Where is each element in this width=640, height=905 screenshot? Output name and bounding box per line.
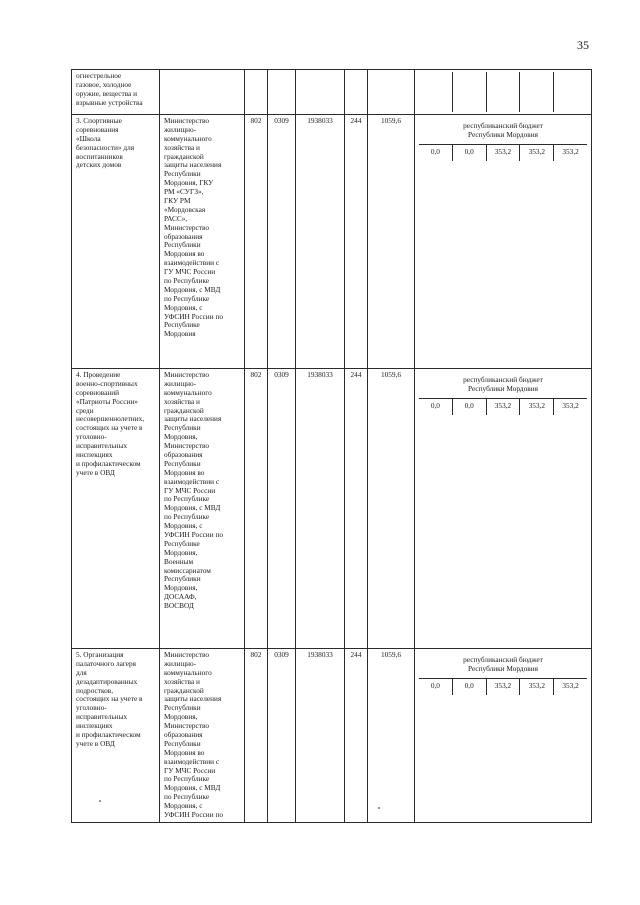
funding-year-value: 353,2 [519,399,553,415]
funding-source-line: республиканский бюджет [463,121,543,130]
funding-year-value [452,72,486,112]
total-amount-cell [368,70,415,115]
kbk-code-cell: 802 [245,369,268,649]
funding-source [419,117,587,144]
executor-cell: Министерство жилищно- коммунального хозяйства и гражданской защиты населения Республики Мордовия, Министерство образования Республики Мордовия во взаимодействии с ГУ МЧС России по Республике Мордовия, с МВД по Республике Мордовия, с УФСИН России по Республике Мордовия, Военным комиссариатом Республики Мордовия, ДОСААФ, ВОСВОД [160,369,245,649]
target-article-cell: 1938033 [296,115,345,369]
funding-year-value [486,72,520,112]
program-cell: 5. Организация палаточного лагеря для дезадаптированных подростков, состоящих на учете в уголовно- исправительных инспекциях и профилактическом учете в ОВД [72,649,160,823]
funding-year-value [419,72,452,112]
funding-year-value: 353,2 [519,145,553,161]
funding-source-line: Республики Мордовия [467,384,538,394]
funding-year-value: 353,2 [519,679,553,695]
expense-type-cell: 244 [345,115,368,369]
scan-speck [378,807,380,809]
funding-source-line: Республики Мордовия [467,664,538,674]
program-cell: огнестрельное газовое, холодное оружие, вещества и взрывные устройства [72,70,160,115]
funding-year-value: 0,0 [452,399,486,415]
section-code-cell: 0309 [268,369,296,649]
funding-cell [415,369,592,649]
page-number: 35 [577,38,589,52]
table-row [72,649,592,823]
funding-years-row [419,72,587,112]
kbk-code-cell [245,70,268,115]
expense-type-cell [345,70,368,115]
funding-source-line: республиканский бюджет [463,375,543,384]
funding-source [419,651,587,678]
funding-source-line: республиканский бюджет [463,655,543,664]
section-code-cell: 0309 [268,649,296,823]
funding-year-value: 0,0 [430,681,440,691]
target-article-cell [296,70,345,115]
funding-year-value: 0,0 [430,147,440,157]
kbk-code-cell: 802 [245,649,268,823]
funding-year-value [553,72,587,112]
funding-year-value: 353,2 [553,399,587,415]
funding-year-value: 353,2 [486,399,520,415]
program-activities-table [71,69,592,823]
funding-year-value: 353,2 [553,145,587,161]
funding-years-row [419,398,587,415]
table-row [72,115,592,369]
scan-speck [99,800,101,802]
target-article-cell: 1938033 [296,369,345,649]
table-row [72,70,592,115]
target-article-cell: 1938033 [296,649,345,823]
funding-year-value: 0,0 [452,679,486,695]
funding-cell [415,70,592,115]
executor-cell: Министерство жилищно- коммунального хозяйства и гражданской защиты населения Республики Мордовия, Министерство образования Республики Мордовия во взаимодействии с ГУ МЧС России по Республике Мордовия, с МВД по Республике Мордовия, с УФСИН России по [160,649,245,823]
funding-source [419,371,587,398]
funding-year-value: 353,2 [553,679,587,695]
program-cell: 4. Проведение военно-спортивных соревнований «Патриоты России» среди несовершеннолетних, состоящих на учете в уголовно- исправительных инспекциях и профилактическом учете в ОВД [72,369,160,649]
expense-type-cell: 244 [345,369,368,649]
section-code-cell [268,70,296,115]
program-cell: 3. Спортивные соревнования «Школа безопасности» для воспитанников детских домов [72,115,160,369]
funding-year-value: 353,2 [486,145,520,161]
executor-cell [160,70,245,115]
funding-year-value: 0,0 [430,401,440,411]
kbk-code-cell: 802 [245,115,268,369]
total-amount-cell: 1059,6 [368,369,415,649]
funding-years-row [419,678,587,695]
funding-source-line: Республики Мордовия [467,130,538,140]
funding-year-value [519,72,553,112]
total-amount-cell: 1059,6 [368,115,415,369]
section-code-cell: 0309 [268,115,296,369]
expense-type-cell: 244 [345,649,368,823]
funding-years-row [419,144,587,161]
funding-cell [415,649,592,823]
funding-cell [415,115,592,369]
funding-year-value: 353,2 [486,679,520,695]
executor-cell: Министерство жилищно- коммунального хозяйства и гражданской защиты населения Республики Мордовия, ГКУ РМ «СУГЗ», ГКУ РМ «Мордовская РАСС», Министерство образования Республики Мордовия во взаимодействии с ГУ МЧС России по Республике Мордовия, с МВД по Республике Мордовия, с УФСИН России по Республике Мордовия [160,115,245,369]
table-row [72,369,592,649]
total-amount-cell: 1059,6 [368,649,415,823]
funding-year-value: 0,0 [452,145,486,161]
